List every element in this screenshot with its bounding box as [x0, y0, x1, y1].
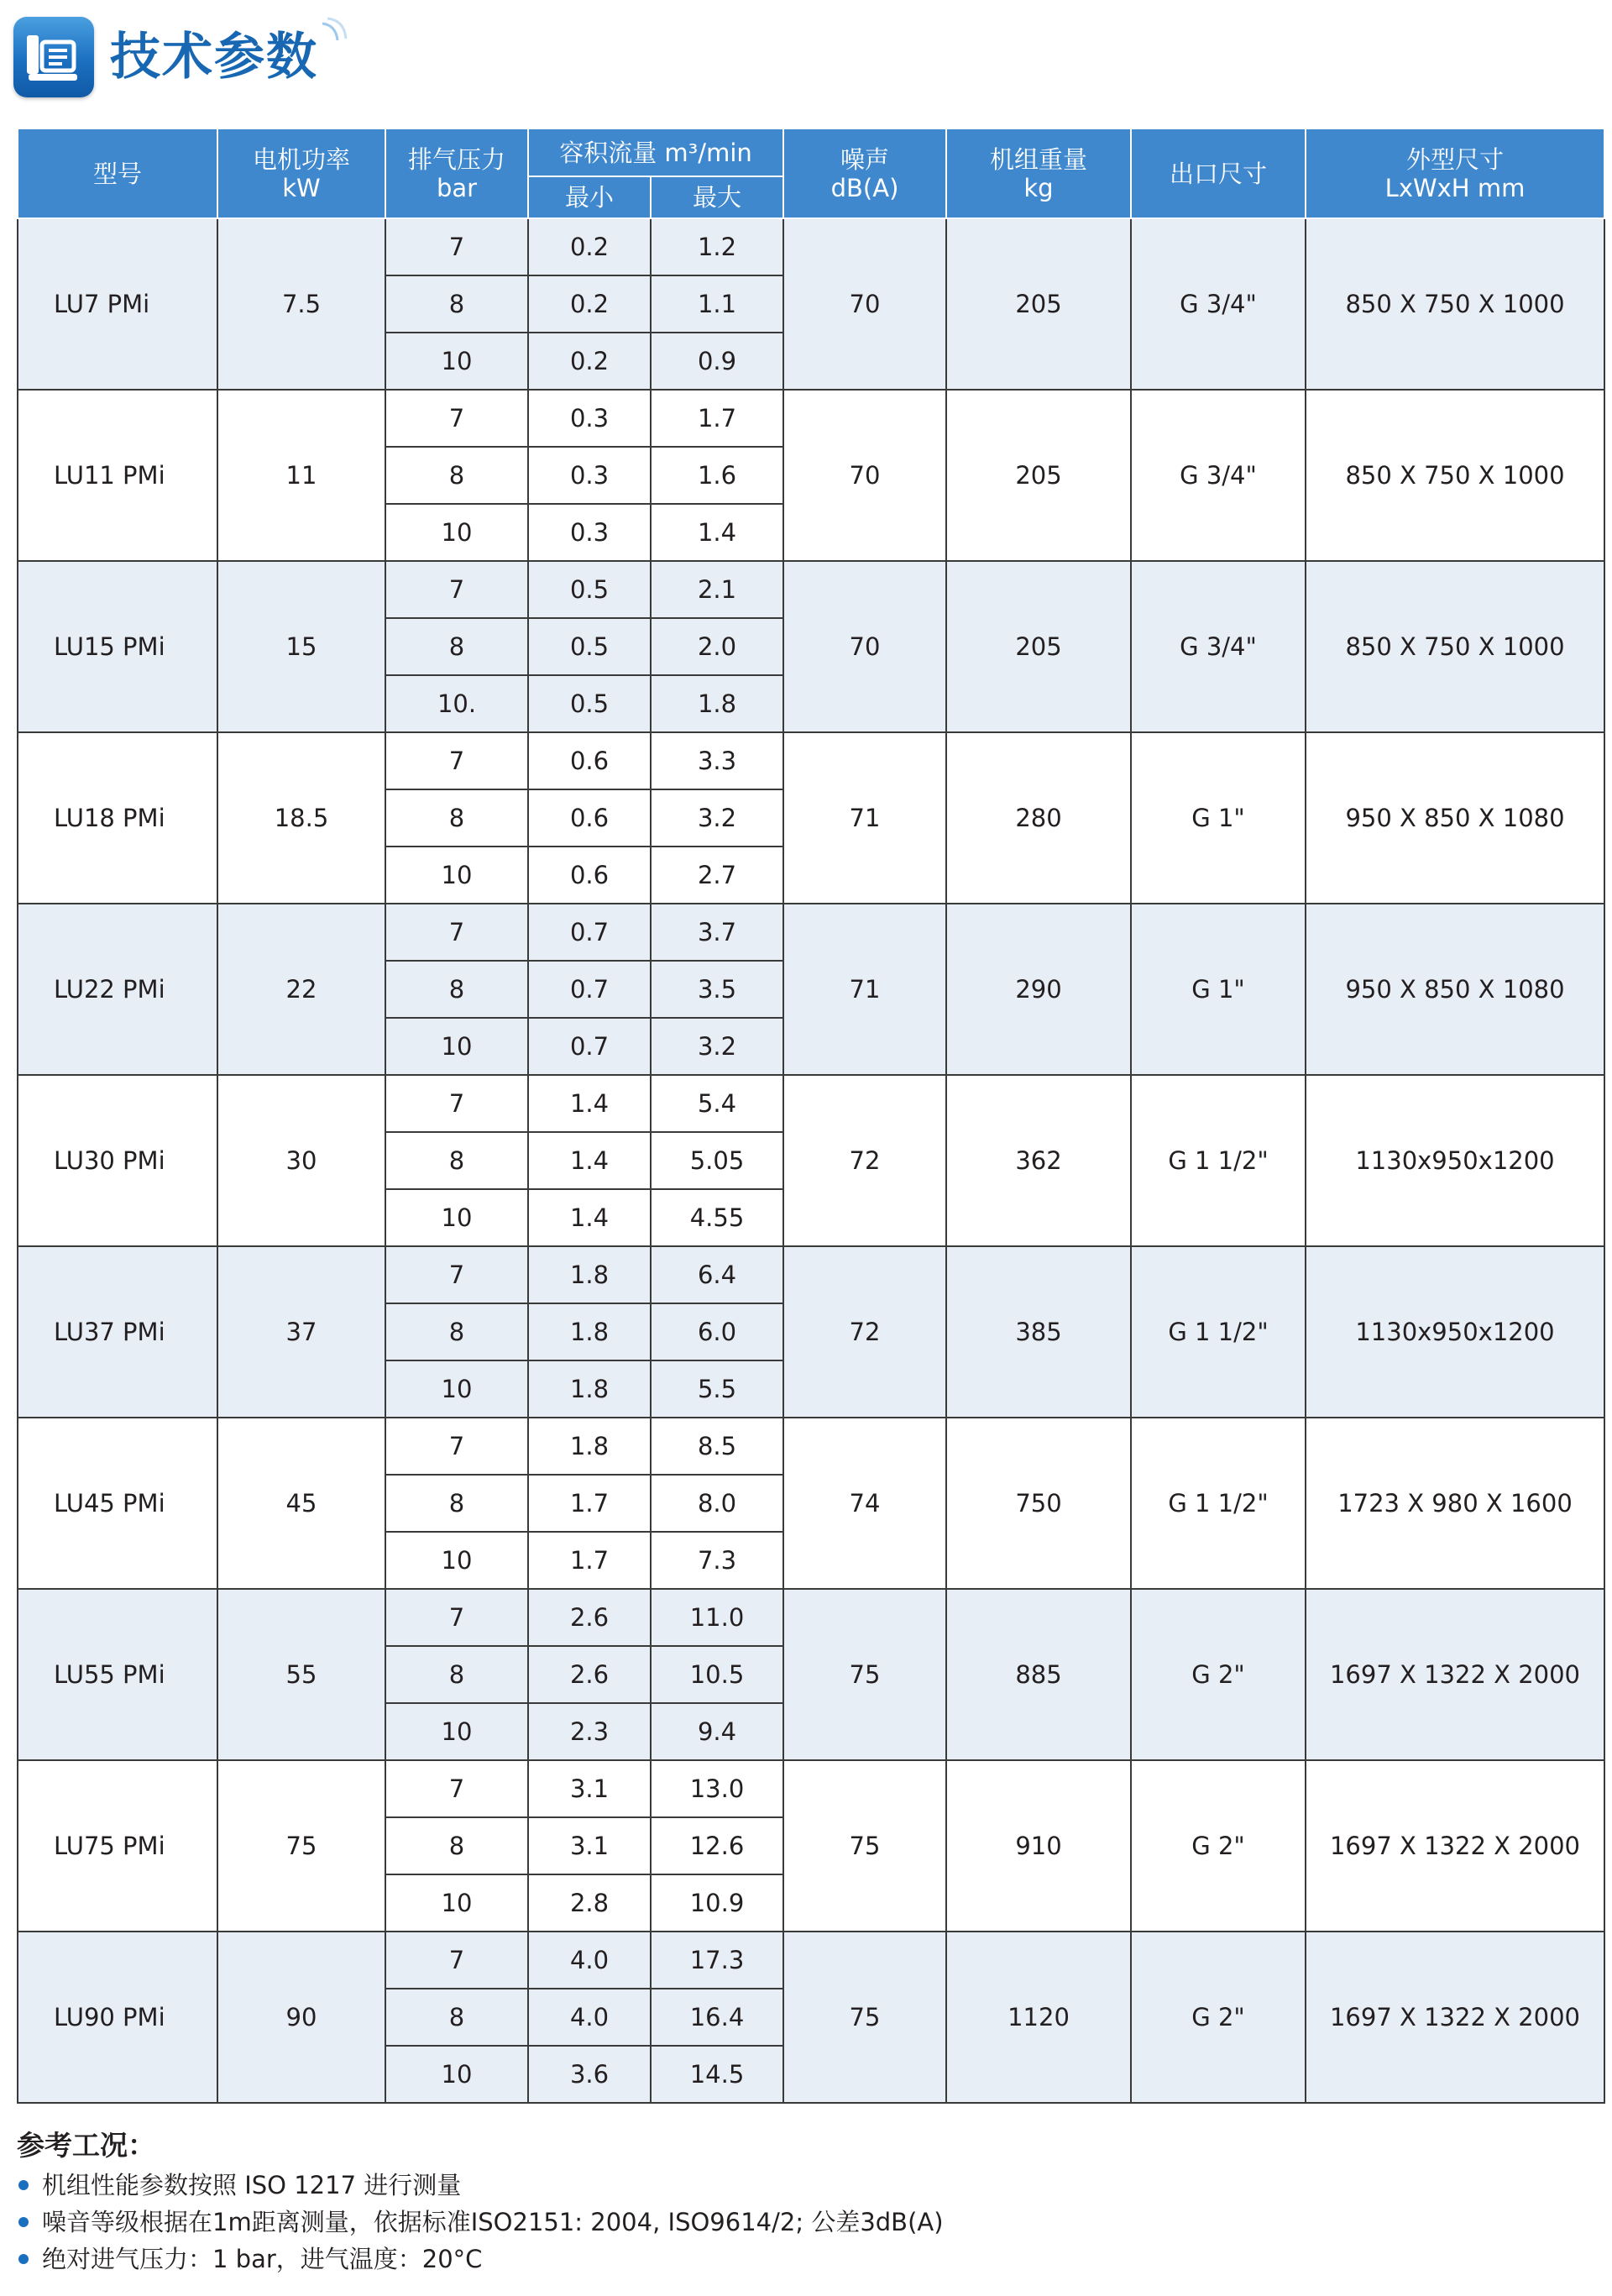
weight-cell: 290 — [946, 904, 1131, 1075]
model-cell: LU90 PMi — [18, 1932, 217, 2103]
model-group — [18, 732, 1604, 904]
note-text: 噪音等级根据在1m距离测量，依据标准ISO2151: 2004, ISO9614/2; 公差3dB(A) — [42, 2208, 944, 2236]
flow-min-cell: 1.8 — [528, 1418, 651, 1475]
header-weight: 机组重量 kg — [946, 128, 1131, 218]
pressure-cell: 8 — [385, 789, 528, 847]
flow-min-cell: 0.3 — [528, 390, 651, 447]
model-group — [18, 218, 1604, 390]
note-item — [17, 2241, 1595, 2278]
pressure-cell: 8 — [385, 1132, 528, 1189]
dims-cell: 850 X 750 X 1000 — [1306, 218, 1604, 390]
power-cell: 15 — [217, 561, 385, 732]
model-cell: LU11 PMi — [18, 390, 217, 561]
power-cell: 22 — [217, 904, 385, 1075]
power-cell: 37 — [217, 1246, 385, 1418]
note-item — [17, 2167, 1595, 2204]
flow-max-cell: 8.0 — [651, 1475, 783, 1532]
flow-max-cell: 12.6 — [651, 1817, 783, 1874]
table-row — [18, 1418, 1604, 1475]
dims-cell: 1723 X 980 X 1600 — [1306, 1418, 1604, 1589]
flow-min-cell: 0.7 — [528, 904, 651, 961]
flow-max-cell: 1.6 — [651, 447, 783, 504]
pressure-cell: 8 — [385, 1817, 528, 1874]
pressure-cell: 8 — [385, 1303, 528, 1360]
flow-max-cell: 5.4 — [651, 1075, 783, 1132]
pressure-cell: 8 — [385, 618, 528, 675]
document-list-icon — [13, 17, 94, 97]
flow-min-cell: 0.7 — [528, 961, 651, 1018]
flow-max-cell: 2.7 — [651, 847, 783, 904]
flow-min-cell: 1.7 — [528, 1475, 651, 1532]
header-dims: 外型尺寸 LxWxH mm — [1306, 128, 1604, 218]
note-item — [17, 2204, 1595, 2241]
flow-min-cell: 1.8 — [528, 1303, 651, 1360]
table-row — [18, 732, 1604, 789]
outlet-cell: G 2" — [1131, 1760, 1306, 1932]
flow-max-cell: 6.0 — [651, 1303, 783, 1360]
pressure-cell: 10. — [385, 675, 528, 732]
weight-cell: 910 — [946, 1760, 1131, 1932]
flow-min-cell: 3.1 — [528, 1817, 651, 1874]
flow-min-cell: 2.6 — [528, 1646, 651, 1703]
weight-cell: 750 — [946, 1418, 1131, 1589]
flow-max-cell: 10.9 — [651, 1874, 783, 1932]
flow-max-cell: 7.3 — [651, 1532, 783, 1589]
flow-min-cell: 1.4 — [528, 1075, 651, 1132]
table-row — [18, 1932, 1604, 1989]
flow-min-cell: 0.3 — [528, 504, 651, 561]
pressure-cell: 10 — [385, 2046, 528, 2103]
flow-min-cell: 1.4 — [528, 1189, 651, 1246]
dims-cell: 950 X 850 X 1080 — [1306, 732, 1604, 904]
flow-max-cell: 1.2 — [651, 218, 783, 275]
outlet-cell: G 3/4" — [1131, 561, 1306, 732]
model-group — [18, 390, 1604, 561]
weight-cell: 205 — [946, 390, 1131, 561]
dims-cell: 1697 X 1322 X 2000 — [1306, 1760, 1604, 1932]
dims-cell: 1697 X 1322 X 2000 — [1306, 1589, 1604, 1760]
header-outlet: 出口尺寸 — [1131, 128, 1306, 218]
table-row — [18, 904, 1604, 961]
table-header — [18, 128, 1604, 218]
bullet-icon — [18, 2217, 29, 2227]
page-header — [13, 13, 517, 106]
pressure-cell: 10 — [385, 1532, 528, 1589]
weight-cell: 205 — [946, 561, 1131, 732]
pressure-cell: 10 — [385, 504, 528, 561]
bullet-icon — [18, 2180, 29, 2190]
bullet-icon — [18, 2254, 29, 2264]
model-group — [18, 1760, 1604, 1932]
model-group — [18, 1589, 1604, 1760]
model-cell: LU55 PMi — [18, 1589, 217, 1760]
flow-max-cell: 1.8 — [651, 675, 783, 732]
pressure-cell: 10 — [385, 1874, 528, 1932]
outlet-cell: G 3/4" — [1131, 218, 1306, 390]
noise-cell: 72 — [783, 1246, 946, 1418]
model-group — [18, 1932, 1604, 2103]
flow-max-cell: 16.4 — [651, 1989, 783, 2046]
flow-min-cell: 0.6 — [528, 847, 651, 904]
pressure-cell: 7 — [385, 1075, 528, 1132]
flow-max-cell: 2.0 — [651, 618, 783, 675]
pressure-cell: 7 — [385, 1589, 528, 1646]
table-row — [18, 1589, 1604, 1646]
flow-max-cell: 1.7 — [651, 390, 783, 447]
page-title: 技术参数 — [110, 28, 318, 86]
outlet-cell: G 1" — [1131, 732, 1306, 904]
power-cell: 18.5 — [217, 732, 385, 904]
flow-max-cell: 3.5 — [651, 961, 783, 1018]
signal-wave-icon — [317, 15, 351, 49]
flow-min-cell: 0.6 — [528, 732, 651, 789]
noise-cell: 74 — [783, 1418, 946, 1589]
model-cell: LU15 PMi — [18, 561, 217, 732]
header-flow-max: 最大 — [651, 176, 783, 218]
pressure-cell: 8 — [385, 447, 528, 504]
flow-max-cell: 2.1 — [651, 561, 783, 618]
outlet-cell: G 2" — [1131, 1932, 1306, 2103]
noise-cell: 71 — [783, 904, 946, 1075]
table-row — [18, 1075, 1604, 1132]
power-cell: 7.5 — [217, 218, 385, 390]
flow-max-cell: 3.2 — [651, 1018, 783, 1075]
power-cell: 90 — [217, 1932, 385, 2103]
flow-max-cell: 9.4 — [651, 1703, 783, 1760]
pressure-cell: 7 — [385, 732, 528, 789]
notes-title: 参考工况： — [17, 2129, 155, 2162]
dims-cell: 1130x950x1200 — [1306, 1246, 1604, 1418]
flow-min-cell: 0.5 — [528, 675, 651, 732]
pressure-cell: 7 — [385, 561, 528, 618]
pressure-cell: 7 — [385, 218, 528, 275]
flow-max-cell: 8.5 — [651, 1418, 783, 1475]
flow-min-cell: 1.4 — [528, 1132, 651, 1189]
header-flow: 容积流量 m³/min — [528, 128, 783, 176]
header-model: 型号 — [18, 128, 217, 218]
note-text: 机组性能参数按照 ISO 1217 进行测量 — [42, 2171, 462, 2199]
flow-min-cell: 0.5 — [528, 561, 651, 618]
pressure-cell: 10 — [385, 847, 528, 904]
pressure-cell: 10 — [385, 1189, 528, 1246]
weight-cell: 1120 — [946, 1932, 1131, 2103]
pressure-cell: 7 — [385, 1418, 528, 1475]
flow-max-cell: 3.3 — [651, 732, 783, 789]
flow-min-cell: 0.2 — [528, 218, 651, 275]
flow-max-cell: 14.5 — [651, 2046, 783, 2103]
power-cell: 55 — [217, 1589, 385, 1760]
model-cell: LU75 PMi — [18, 1760, 217, 1932]
pressure-cell: 8 — [385, 961, 528, 1018]
flow-min-cell: 4.0 — [528, 1989, 651, 2046]
dims-cell: 850 X 750 X 1000 — [1306, 390, 1604, 561]
noise-cell: 70 — [783, 561, 946, 732]
flow-min-cell: 3.6 — [528, 2046, 651, 2103]
dims-cell: 1697 X 1322 X 2000 — [1306, 1932, 1604, 2103]
weight-cell: 362 — [946, 1075, 1131, 1246]
flow-max-cell: 5.05 — [651, 1132, 783, 1189]
flow-min-cell: 0.5 — [528, 618, 651, 675]
model-cell: LU45 PMi — [18, 1418, 217, 1589]
flow-min-cell: 0.2 — [528, 333, 651, 390]
model-cell: LU22 PMi — [18, 904, 217, 1075]
pressure-cell: 8 — [385, 1989, 528, 2046]
flow-min-cell: 0.7 — [528, 1018, 651, 1075]
table-row — [18, 218, 1604, 275]
reference-conditions — [17, 2125, 1595, 2278]
flow-min-cell: 1.8 — [528, 1360, 651, 1418]
flow-min-cell: 0.3 — [528, 447, 651, 504]
dims-cell: 850 X 750 X 1000 — [1306, 561, 1604, 732]
power-cell: 11 — [217, 390, 385, 561]
outlet-cell: G 1 1/2" — [1131, 1075, 1306, 1246]
weight-cell: 385 — [946, 1246, 1131, 1418]
flow-max-cell: 1.1 — [651, 275, 783, 333]
flow-min-cell: 1.8 — [528, 1246, 651, 1303]
noise-cell: 75 — [783, 1589, 946, 1760]
weight-cell: 885 — [946, 1589, 1131, 1760]
table-row — [18, 390, 1604, 447]
outlet-cell: G 2" — [1131, 1589, 1306, 1760]
outlet-cell: G 1 1/2" — [1131, 1246, 1306, 1418]
noise-cell: 70 — [783, 218, 946, 390]
flow-max-cell: 4.55 — [651, 1189, 783, 1246]
table-row — [18, 1760, 1604, 1817]
flow-min-cell: 0.2 — [528, 275, 651, 333]
pressure-cell: 10 — [385, 1018, 528, 1075]
flow-max-cell: 1.4 — [651, 504, 783, 561]
pressure-cell: 8 — [385, 1646, 528, 1703]
dims-cell: 950 X 850 X 1080 — [1306, 904, 1604, 1075]
pressure-cell: 10 — [385, 1703, 528, 1760]
flow-min-cell: 2.8 — [528, 1874, 651, 1932]
flow-min-cell: 0.6 — [528, 789, 651, 847]
power-cell: 75 — [217, 1760, 385, 1932]
weight-cell: 205 — [946, 218, 1131, 390]
pressure-cell: 8 — [385, 1475, 528, 1532]
weight-cell: 280 — [946, 732, 1131, 904]
flow-max-cell: 5.5 — [651, 1360, 783, 1418]
noise-cell: 71 — [783, 732, 946, 904]
flow-max-cell: 6.4 — [651, 1246, 783, 1303]
power-cell: 45 — [217, 1418, 385, 1589]
model-cell: LU30 PMi — [18, 1075, 217, 1246]
pressure-cell: 10 — [385, 333, 528, 390]
table-row — [18, 1246, 1604, 1303]
dims-cell: 1130x950x1200 — [1306, 1075, 1604, 1246]
pressure-cell: 7 — [385, 1760, 528, 1817]
model-cell: LU18 PMi — [18, 732, 217, 904]
flow-min-cell: 2.6 — [528, 1589, 651, 1646]
header-power: 电机功率 kW — [217, 128, 385, 218]
pressure-cell: 7 — [385, 390, 528, 447]
flow-min-cell: 3.1 — [528, 1760, 651, 1817]
flow-max-cell: 3.2 — [651, 789, 783, 847]
pressure-cell: 7 — [385, 1932, 528, 1989]
noise-cell: 75 — [783, 1932, 946, 2103]
pressure-cell: 10 — [385, 1360, 528, 1418]
flow-max-cell: 3.7 — [651, 904, 783, 961]
pressure-cell: 7 — [385, 1246, 528, 1303]
noise-cell: 75 — [783, 1760, 946, 1932]
pressure-cell: 7 — [385, 904, 528, 961]
header-flow-min: 最小 — [528, 176, 651, 218]
flow-max-cell: 13.0 — [651, 1760, 783, 1817]
pressure-cell: 8 — [385, 275, 528, 333]
spec-table — [17, 128, 1605, 2104]
model-cell: LU7 PMi — [18, 218, 217, 390]
flow-min-cell: 1.7 — [528, 1532, 651, 1589]
flow-max-cell: 17.3 — [651, 1932, 783, 1989]
flow-min-cell: 4.0 — [528, 1932, 651, 1989]
outlet-cell: G 3/4" — [1131, 390, 1306, 561]
header-noise: 噪声 dB(A) — [783, 128, 946, 218]
flow-max-cell: 11.0 — [651, 1589, 783, 1646]
header-pressure: 排气压力 bar — [385, 128, 528, 218]
model-group — [18, 561, 1604, 732]
power-cell: 30 — [217, 1075, 385, 1246]
noise-cell: 70 — [783, 390, 946, 561]
model-group — [18, 1246, 1604, 1418]
outlet-cell: G 1" — [1131, 904, 1306, 1075]
flow-max-cell: 0.9 — [651, 333, 783, 390]
model-group — [18, 904, 1604, 1075]
model-group — [18, 1075, 1604, 1246]
outlet-cell: G 1 1/2" — [1131, 1418, 1306, 1589]
table-row — [18, 561, 1604, 618]
model-cell: LU37 PMi — [18, 1246, 217, 1418]
model-group — [18, 1418, 1604, 1589]
flow-min-cell: 2.3 — [528, 1703, 651, 1760]
note-text: 绝对进气压力：1 bar，进气温度：20°C — [42, 2245, 483, 2273]
flow-max-cell: 10.5 — [651, 1646, 783, 1703]
noise-cell: 72 — [783, 1075, 946, 1246]
